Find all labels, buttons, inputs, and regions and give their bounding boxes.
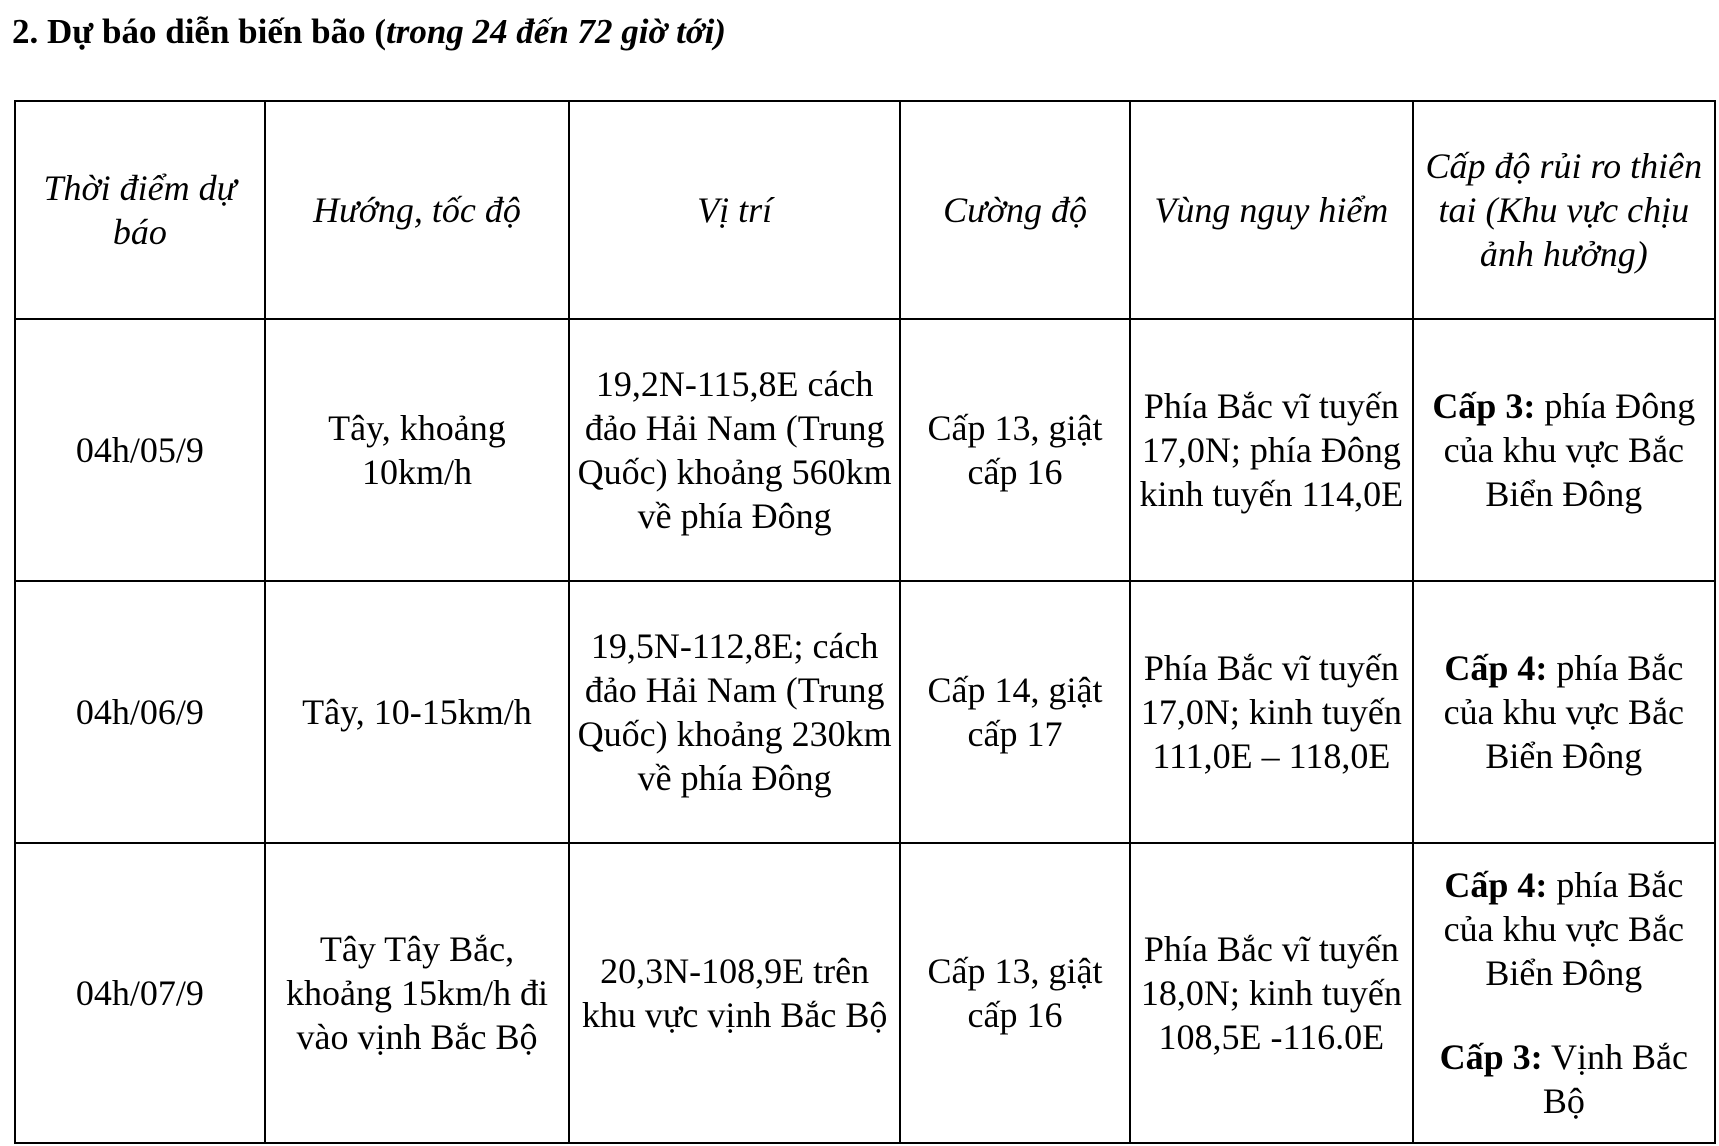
risk-text: phía Đông của khu vực Bắc Biển Đông [1443,386,1696,514]
section-heading-italic: trong 24 đến 72 giờ tới) [386,12,726,51]
table-row [15,581,1715,843]
cell-risk-level [1413,581,1715,843]
cell-danger-zone: Phía Bắc vĩ tuyến 17,0N; phía Đông kinh tuyến 114,0E [1130,319,1413,581]
cell-position: 19,2N-115,8E cách đảo Hải Nam (Trung Quốc) khoảng 560km về phía Đông [569,319,900,581]
cell-intensity: Cấp 13, giật cấp 16 [900,319,1130,581]
cell-time: 04h/05/9 [15,319,265,581]
risk-text: phía Bắc của khu vực Bắc Biển Đông [1443,648,1685,776]
storm-forecast-table [14,100,1716,1144]
header-intensity: Cường độ [900,101,1130,319]
risk-text: Vịnh Bắc Bộ [1542,1037,1688,1121]
cell-intensity: Cấp 13, giật cấp 16 [900,843,1130,1143]
risk-label: Cấp 3: [1432,386,1536,426]
risk-label: Cấp 4: [1444,648,1548,688]
cell-direction: Tây, 10-15km/h [265,581,570,843]
header-position: Vị trí [569,101,900,319]
risk-label: Cấp 4: [1444,865,1548,905]
cell-position: 20,3N-108,9E trên khu vực vịnh Bắc Bộ [569,843,900,1143]
risk-entry [1420,863,1708,995]
cell-direction: Tây Tây Bắc, khoảng 15km/h đi vào vịnh Bắc Bộ [265,843,570,1143]
cell-time: 04h/06/9 [15,581,265,843]
cell-risk-level [1413,843,1715,1143]
table-header-row [15,101,1715,319]
risk-entry [1420,384,1708,516]
cell-position: 19,5N-112,8E; cách đảo Hải Nam (Trung Quốc) khoảng 230km về phía Đông [569,581,900,843]
section-heading [12,10,726,54]
risk-entry [1420,1035,1708,1123]
cell-intensity: Cấp 14, giật cấp 17 [900,581,1130,843]
risk-text: phía Bắc của khu vực Bắc Biển Đông [1443,865,1685,993]
header-direction-speed: Hướng, tốc độ [265,101,570,319]
cell-danger-zone: Phía Bắc vĩ tuyến 18,0N; kinh tuyến 108,5E -116.0E [1130,843,1413,1143]
header-forecast-time: Thời điểm dự báo [15,101,265,319]
cell-danger-zone: Phía Bắc vĩ tuyến 17,0N; kinh tuyến 111,0E – 118,0E [1130,581,1413,843]
table-row [15,319,1715,581]
cell-time: 04h/07/9 [15,843,265,1143]
cell-risk-level [1413,319,1715,581]
cell-direction: Tây, khoảng 10km/h [265,319,570,581]
risk-entry [1420,646,1708,778]
header-danger-zone: Vùng nguy hiểm [1130,101,1413,319]
table-row [15,843,1715,1143]
section-heading-main: 2. Dự báo diễn biến bão ( [12,12,386,51]
header-risk-level: Cấp độ rủi ro thiên tai (Khu vực chịu ảnh hưởng) [1413,101,1715,319]
risk-label: Cấp 3: [1439,1037,1543,1077]
